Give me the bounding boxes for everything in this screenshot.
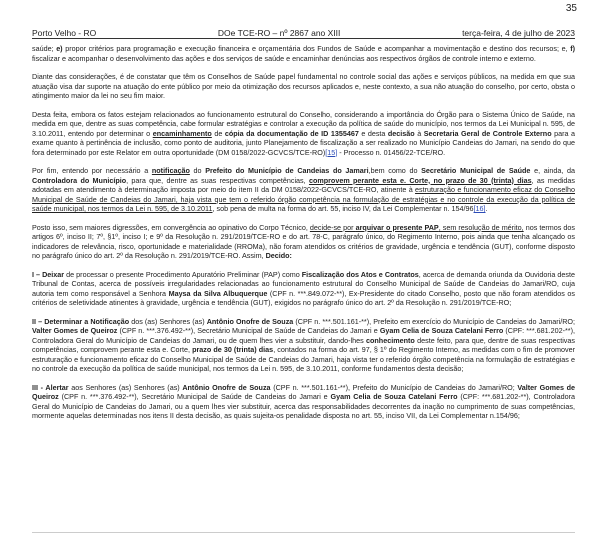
decision-item-iii: III - Alertar aos Senhores (as) Senhores (as) Antônio Onofre de Souza (CPF n. ***.501.161-**), Prefeito do Município de Candeias do Jamari/RO; Valter Gomes de Queiroz (CPF n. ***.376.492-**), Secretário Municipal de Saúde de Candeias do Jamari e Gyam Celia de Souza Catelani Ferro (CPF: ***.681.202-**), Controladora Geral do Município de Candeias do Jamari, ou a quem lhes vier substituir, acerca das responsabilidades decorrentes da inação no cumprimento de suas competências, mormente aquelas determinadas nos itens II desta decisão, as quais sujeita-os penalidade disposta no art. 55, inciso VII, da Lei Complementar n.154/96; [32, 382, 576, 420]
paragraph-notification: Por fim, entendo por necessário a notificação do Prefeito do Município de Candeias do Jamari,bem como do Secretário Municipal de Saúde e, ainda, da Controladora do Município, para que, dentre as suas respectivas competências, comprovem perante esta e. Corte, no prazo de 30 (trinta) dias, as medidas adotadas em atendimento à determinação imposta por meio do item II da DM 0158/2022-GCVCS/TCE-RO, atinente à estruturação e funcionamento eficaz do Conselho Municipal de Saúde de Candeias do Jamari, haja vista que tem o referido órgão competência na formulação de estratégias e no controle da execução da política de saúde municipal, nos termos da Lei n. 595, de 3.10.2011, sob pena de multa na forma do art. 55, inciso IV, da Lei Complementar n. 154/96[16]. [32, 166, 576, 213]
footnote-link-16[interactable]: [16] [473, 204, 486, 213]
paragraph-forwarding: Desta feita, embora os fatos estejam relacionados ao funcionamento estrutural do Conselho, considerando a importância do Órgão para o Sistema Único de Saúde, na medida em que, dentre as suas competência, cabe formular estratégias e controlar a execução da política de saúde do município, nos termos da Lei Municipal n. 595, de 3.10.2011, entendo por determinar o encaminhamento de cópia da documentação de ID 1355467 e desta decisão à Secretaria Geral de Controle Externo para a exame quanto à pertinência de inclusão, como ponto de auditoria, junto Planejamento de fiscalização a ser realizado no Município Candeias do Jamari, na sendo do que fora determinado por este Relator em outra oportunidade (DM 0158/2022-GCVCS/TCE-RO)[15] - Processo n. 01456/22-TCE/RO. [32, 109, 575, 157]
header-edition: DOe TCE-RO – nº 2867 ano XIII [217, 28, 341, 38]
paragraph-council-duties: saúde; e) propor critérios para programação e execução financeira e orçamentária dos Fundos de Saúde e acompanhar a movimentação e destino dos recursos; e, f) fiscalizar e acompanhar o desenvolvimento das ações e dos serviços de saúde e encaminhar denúncias aos respectivos órgãos de controle interno e externo. [32, 44, 575, 63]
decision-item-i: I – Deixar de processar o presente Procedimento Apuratório Preliminar (PAP) como Fiscalização dos Atos e Contratos, acerca de demanda oriunda da Ouvidoria deste Tribunal de Contas, acerca de possíveis irregularidades relacionadas ao funcionamento estrutural do Conselho Municipal de Saúde de Candeias do Jamari/RO, cuja autoria tem como responsável a Senhora Maysa da Silva Albuquerque (CPF n. ***.849.072-**), Ex-Presidente do citado Conselho, posto que não foram atendidos os critérios de seletividade atinentes à gravidade, urgência e tendência (GUT), exigidos no parágrafo único do art. 2º da Resolução n. 291/2019/TCE-RO; [32, 269, 575, 307]
page-header [32, 24, 575, 38]
bottom-divider [32, 532, 575, 533]
paragraph-considerations: Diante das considerações, é de constatar que têm os Conselhos de Saúde papel fundamental no controle social das ações e serviços públicos, na medida em que sua atuação visa dar suporte na atuação do ente público por meio da otimização dos recursos aplicados e, neste contexto, a sua não atuação do conselho, por certo, obsta o atingimento maior da lei no seu fim maior. [32, 72, 575, 100]
header-location: Porto Velho - RO [32, 28, 97, 38]
page-number: 35 [565, 3, 577, 14]
decision-item-ii: II – Determinar a Notificação dos (as) Senhores (as) Antônio Onofre de Souza (CPF n. ***.501.161-**), Prefeito em exercício do Município de Candeias do Jamari/RO; Valter Gomes de Queiroz (CPF n. ***.376.492-**), Secretário Municipal de Saúde de Candeias do Jamari e Gyam Celia de Souza Catelani Ferro (CPF: ***.681.202-**), Controladora Geral do Município de Candeias do Jamari, ou de quem lhes vier a substituir, dando-lhes conhecimento deste feito, para que, dentre de suas respectivas competências, comprovem perante esta e. Corte, prazo de 30 (trinta) dias, contados na forma do art. 97, § 1º do Regimento Interno, as medidas com o fim de promover estruturação e funcionamento eficaz do Conselho Municipal de Saúde de Candeias do Jamari, haja vista ter o referido órgão competência na formulação de estratégias e no controle da execução da política de saúde municipal, nos termos da Lei n. 595, de 3.10.2011, conforme fundamentos desta decisão; [32, 316, 576, 373]
footnote-link-15[interactable]: [15] [325, 147, 338, 157]
header-date: terça-feira, 4 de julho de 2023 [462, 28, 575, 38]
header-divider [32, 38, 575, 39]
document-body [32, 44, 575, 430]
paragraph-decision: Posto isso, sem maiores digressões, em convergência ao opinativo do Corpo Técnico, decide-se por arquivar o presente PAP, sem resolução de mérito, nos termos dos artigos 6º, inciso II; 7º, §1º, inciso I; e 9º da Resolução n. 291/2019/TCE-RO e do art. 78-C, parágrafo único, do Regimento Interno, pois ainda que tenha alcançado os indicadores de relevância, risco, oportunidade e materialidade (RROMa), não foram atendidos os critérios de gravidade, urgência e tendência (GUT), conforme disposto no parágrafo único do art. 2º da Resolução n. 291/2019/TCE-RO. Assim, Decido: [32, 222, 575, 260]
